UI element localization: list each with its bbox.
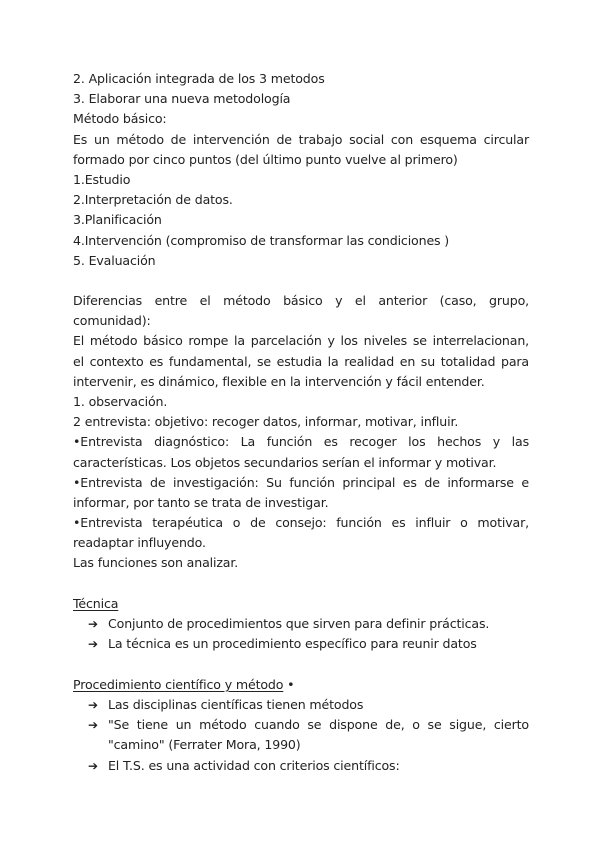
observacion-line: 1. observación. xyxy=(73,393,168,409)
funciones-line: Las funciones son analizar. xyxy=(73,555,239,571)
tecnica-bullet-list xyxy=(88,614,529,654)
heading-bullet: • xyxy=(283,677,295,692)
list-item xyxy=(88,695,529,715)
intro-line: 2. Aplicación integrada de los 3 metodos xyxy=(73,71,325,86)
diferencias-line: Diferencias entre el método básico y el anterior (caso, grupo, xyxy=(73,293,529,308)
entrevista-diagnostico-line: •Entrevista diagnóstico: La función es recoger los hechos y las xyxy=(73,434,529,450)
tecnica-heading: Técnica xyxy=(73,596,119,611)
bullet-text: El T.S. es una actividad con criterios científicos: xyxy=(108,757,400,773)
bullet-text: La técnica es un procedimiento específico para reunir datos xyxy=(108,636,477,652)
step-item: 5. Evaluación xyxy=(73,252,156,268)
intro-line: Método básico: xyxy=(73,111,167,127)
step-item: 4.Intervención (compromiso de transformar las condiciones ) xyxy=(73,232,450,248)
arrow-right-icon: ➔ xyxy=(88,637,98,652)
bullet-text: Conjunto de procedimientos que sirven para definir prácticas. xyxy=(108,616,490,631)
paragraph-line: El método básico rompe la parcelación y los niveles se interrelacionan, xyxy=(73,333,529,349)
diferencias-line: comunidad): xyxy=(73,313,151,329)
entrevista-diagnostico-line: características. Los objetos secundarios serían el informar y motivar. xyxy=(73,454,497,470)
arrow-right-icon: ➔ xyxy=(88,758,98,773)
list-item xyxy=(88,756,529,776)
tecnica-section xyxy=(73,594,529,614)
intro-line: 3. Elaborar una nueva metodología xyxy=(73,91,291,107)
arrow-right-icon: ➔ xyxy=(88,718,98,733)
arrow-right-icon: ➔ xyxy=(88,617,98,631)
diferencias-section xyxy=(73,291,529,574)
entrevista-investigacion-line: •Entrevista de investigación: Su función principal es de informarse e xyxy=(73,474,529,490)
entrevista-investigacion-line: informar, por tanto se trata de investigar. xyxy=(73,494,329,510)
arrow-right-icon: ➔ xyxy=(88,698,98,712)
list-item xyxy=(88,614,529,634)
procedimiento-bullet-list xyxy=(88,695,529,776)
entrevista-line: 2 entrevista: objetivo: recoger datos, informar, motivar, influir. xyxy=(73,414,459,430)
procedimiento-heading: Procedimiento científico y método xyxy=(73,677,284,692)
metodo-basico-desc-line: Es un método de intervención de trabajo social con esquema circular xyxy=(73,131,529,147)
paragraph-line: intervenir, es dinámico, flexible en la intervención y fácil entender. xyxy=(73,373,485,389)
bullet-text: "Se tiene un método cuando se dispone de, o se sigue, cierto xyxy=(108,717,529,733)
step-item: 1.Estudio xyxy=(73,171,131,187)
list-item xyxy=(88,634,529,654)
intro-section xyxy=(73,69,529,271)
bullet-text: Las disciplinas científicas tienen métodos xyxy=(108,697,364,712)
entrevista-terapeutica-line: •Entrevista terapéutica o de consejo: función es influir o motivar, xyxy=(73,515,529,531)
list-item xyxy=(88,715,529,755)
entrevista-terapeutica-line: readaptar influyendo. xyxy=(73,535,206,551)
step-item: 2.Interpretación de datos. xyxy=(73,192,233,208)
step-item: 3.Planificación xyxy=(73,212,162,228)
bullet-text: "camino" (Ferrater Mora, 1990) xyxy=(108,737,301,753)
metodo-basico-desc-line: formado por cinco puntos (del último punto vuelve al primero) xyxy=(73,151,458,167)
procedimiento-section xyxy=(73,675,529,695)
paragraph-line: el contexto es fundamental, se estudia la realidad en su totalidad para xyxy=(73,353,529,369)
